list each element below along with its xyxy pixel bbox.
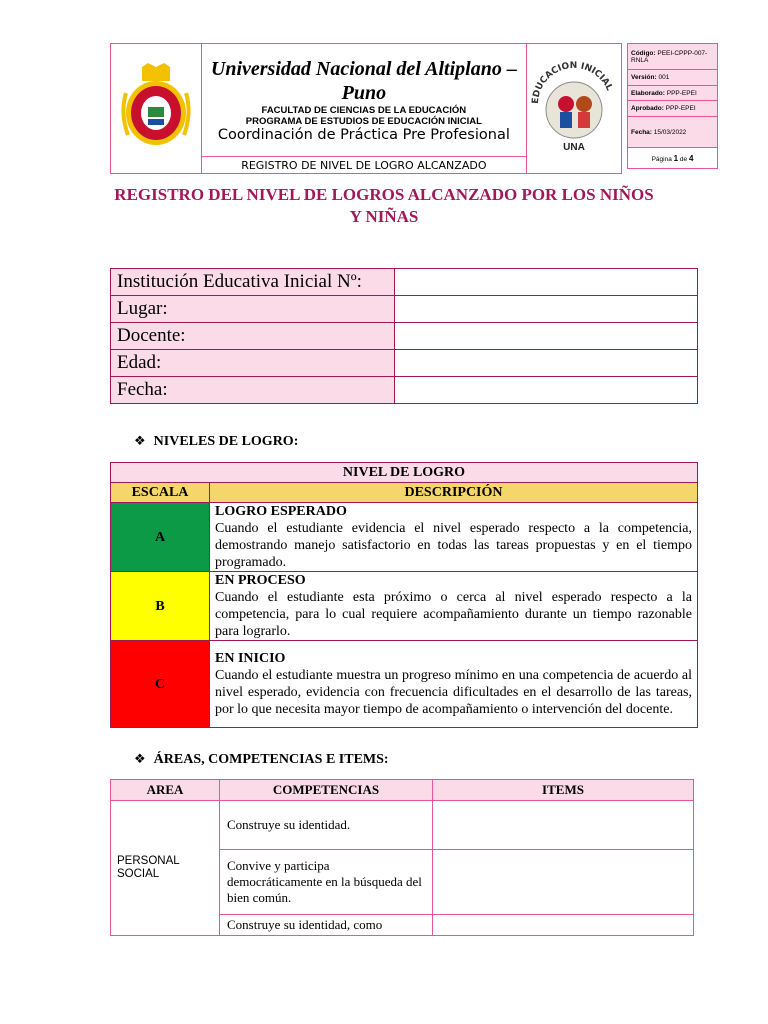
university-title-cell	[201, 44, 527, 157]
level-text: Cuando el estudiante muestra un progreso mínimo en una competencia de acuerdo al nivel esperado, evidencia con frecuencia dificultades en el desarrollo de las tareas, por lo que necesita mayor tiempo de acompañamiento o intervención del docente.	[215, 668, 692, 717]
items-cell[interactable]	[433, 915, 694, 936]
faculty-name: FACULTAD DE CIENCIAS DE LA EDUCACIÓN	[261, 104, 467, 116]
education-logo-icon	[530, 54, 618, 158]
institution-info-table	[110, 268, 698, 404]
levels-table-title: NIVEL DE LOGRO	[111, 463, 698, 483]
register-name: REGISTRO DE NIVEL DE LOGRO ALCANZADO	[201, 157, 527, 174]
table-row	[111, 641, 698, 728]
info-value-field[interactable]	[395, 377, 698, 404]
table-row	[111, 269, 698, 296]
meta-elaborado: Elaborado: PPP-EPEI	[628, 85, 718, 101]
table-row	[111, 323, 698, 350]
document-metadata	[627, 43, 718, 169]
level-title: EN PROCESO	[215, 573, 306, 588]
level-description	[210, 503, 698, 572]
info-label: Lugar:	[111, 296, 395, 323]
table-row	[111, 503, 698, 572]
competency: Convive y participa democráticamente en la búsqueda del bien común.	[220, 850, 433, 915]
areas-section-heading: ❖ ÁREAS, COMPETENCIAS E ITEMS:	[134, 752, 389, 767]
svg-text:EDUCACION INICIAL: EDUCACION INICIAL	[530, 60, 615, 105]
meta-codigo: Código: PEEI-CPPP-007-RNLA	[628, 44, 718, 70]
university-name: Universidad Nacional del Altiplano –	[210, 57, 517, 80]
level-description	[210, 641, 698, 728]
university-crest-icon	[118, 63, 194, 149]
level-description	[210, 572, 698, 641]
info-value-field[interactable]	[395, 269, 698, 296]
items-cell[interactable]	[433, 850, 694, 915]
competency: Construye su identidad, como	[220, 915, 433, 936]
competency: Construye su identidad.	[220, 801, 433, 850]
document-header	[110, 43, 622, 174]
table-row	[111, 377, 698, 404]
program-name: PROGRAMA DE ESTUDIOS DE EDUCACIÓN INICIAL	[245, 115, 482, 127]
meta-aprobado: Aprobado: PPP-EPEI	[628, 101, 718, 117]
info-value-field[interactable]	[395, 350, 698, 377]
table-row	[111, 350, 698, 377]
description-column-header: DESCRIPCIÓN	[210, 483, 698, 503]
area-column-header: AREA	[111, 780, 220, 801]
level-title: EN INICIO	[215, 651, 286, 666]
table-row	[111, 572, 698, 641]
items-cell[interactable]	[433, 801, 694, 850]
achievement-levels-table	[110, 462, 698, 728]
items-column-header: ITEMS	[433, 780, 694, 801]
education-logo-cell	[527, 44, 622, 174]
meta-fecha: Fecha: 15/03/2022	[628, 117, 718, 148]
info-label: Edad:	[111, 350, 395, 377]
scale-a-cell: A	[111, 503, 210, 572]
diamond-bullet-icon: ❖	[134, 752, 146, 767]
info-label: Institución Educativa Inicial Nº:	[111, 269, 395, 296]
levels-section-heading: ❖ NIVELES DE LOGRO:	[134, 434, 299, 449]
diamond-bullet-icon: ❖	[134, 434, 146, 449]
university-city: Puno	[341, 81, 387, 104]
scale-c-cell: C	[111, 641, 210, 728]
info-value-field[interactable]	[395, 296, 698, 323]
info-value-field[interactable]	[395, 323, 698, 350]
university-logo-cell	[111, 44, 202, 174]
level-title: LOGRO ESPERADO	[215, 504, 347, 519]
info-label: Fecha:	[111, 377, 395, 404]
info-label: Docente:	[111, 323, 395, 350]
level-text: Cuando el estudiante esta próximo o cerca al nivel esperado respecto a la competencia, para lo cual requiere acompañamiento durante un tiempo razonable para lograrlo.	[215, 590, 692, 639]
scale-b-cell: B	[111, 572, 210, 641]
meta-version: Versión: 001	[628, 70, 718, 86]
page-title: REGISTRO DEL NIVEL DE LOGROS ALCANZADO POR LOS NIÑOS Y NIÑAS	[114, 185, 654, 226]
level-text: Cuando el estudiante evidencia el nivel esperado respecto a la competencia, demostrando manejo satisfactorio en todas las tareas propuestas y en el tiempo programado.	[215, 521, 692, 570]
table-row	[111, 296, 698, 323]
table-row	[111, 801, 694, 850]
area-name: PERSONAL SOCIAL	[111, 801, 220, 936]
scale-column-header: ESCALA	[111, 483, 210, 503]
coordination-name: Coordinación de Práctica Pre Profesional	[217, 126, 510, 143]
svg-text:UNA: UNA	[563, 142, 585, 153]
meta-pagina: Página 1 de 4	[628, 148, 718, 169]
competencies-column-header: COMPETENCIAS	[220, 780, 433, 801]
areas-competencies-table	[110, 779, 694, 936]
